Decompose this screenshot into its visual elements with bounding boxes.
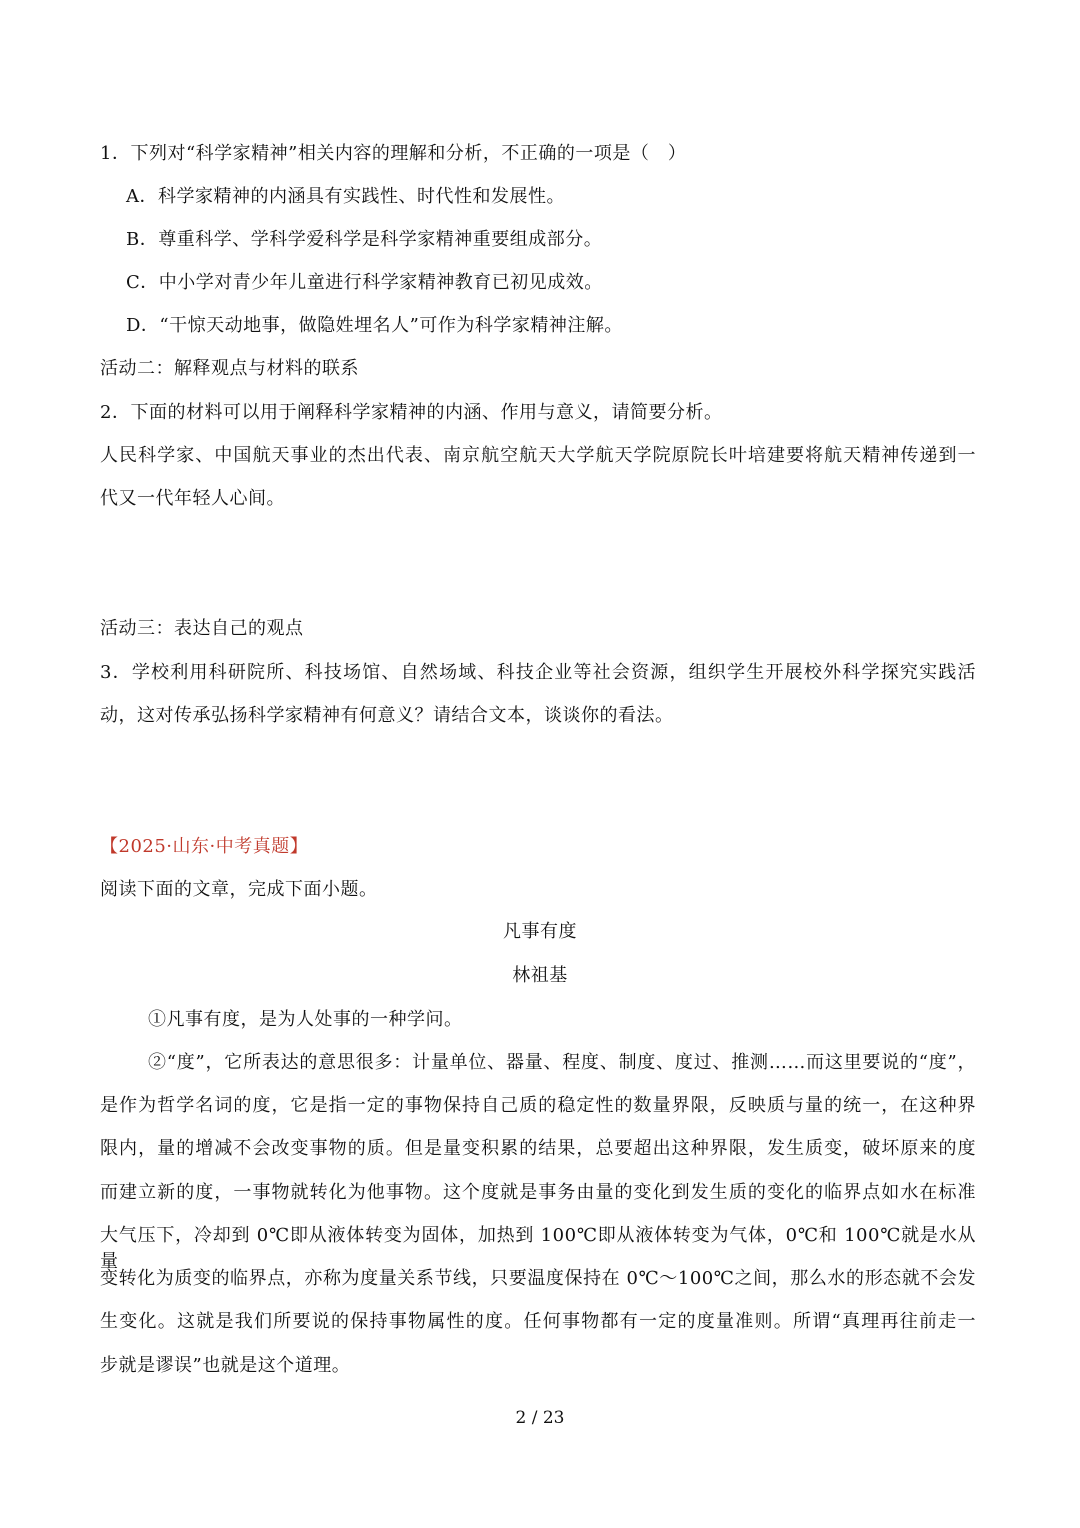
question-1-option-d: D．“干惊天动地事，做隐姓埋名人”可作为科学家精神注解。	[126, 315, 623, 336]
article-paragraph-2-line: 是作为哲学名词的度，它是指一定的事物保持自己质的稳定性的数量界限，反映质与量的统一，在这种界	[100, 1095, 976, 1116]
question-1-option-b: B．尊重科学、学科学爱科学是科学家精神重要组成部分。	[126, 229, 603, 250]
article-author: 林祖基	[512, 965, 568, 986]
activity-3-title: 活动三：表达自己的观点	[100, 618, 304, 639]
question-1-stem: 1．下列对“科学家精神”相关内容的理解和分析，不正确的一项是（ ）	[100, 143, 687, 164]
question-2-material-line: 代又一代年轻人心间。	[100, 488, 285, 509]
article-paragraph-2-line: 生变化。这就是我们所要说的保持事物属性的度。任何事物都有一定的度量准则。所谓“真理再往前走一	[100, 1311, 976, 1332]
question-3-line: 动，这对传承弘扬科学家精神有何意义？请结合文本，谈谈你的看法。	[100, 705, 674, 726]
question-3-line: 3．学校利用科研院所、科技场馆、自然场域、科技企业等社会资源，组织学生开展校外科学探究实践活	[100, 662, 976, 683]
article-paragraph-2-line: 限内，量的增减不会改变事物的质。但是量变积累的结果，总要超出这种界限，发生质变，破坏原来的度	[100, 1138, 976, 1159]
reading-instruction: 阅读下面的文章，完成下面小题。	[100, 879, 378, 900]
activity-2-title: 活动二：解释观点与材料的联系	[100, 358, 359, 379]
article-paragraph-1: ①凡事有度，是为人处事的一种学问。	[148, 1009, 463, 1030]
question-1-option-c: C．中小学对青少年儿童进行科学家精神教育已初见成效。	[126, 272, 603, 293]
question-2-stem: 2．下面的材料可以用于阐释科学家精神的内涵、作用与意义，请简要分析。	[100, 402, 723, 423]
question-1-option-a: A．科学家精神的内涵具有实践性、时代性和发展性。	[126, 186, 565, 207]
article-title: 凡事有度	[503, 921, 577, 942]
article-paragraph-2-line: ②“度”，它所表达的意思很多：计量单位、器量、程度、制度、度过、推测……而这里要说的“度”，	[148, 1052, 976, 1073]
question-2-material-line: 人民科学家、中国航天事业的杰出代表、南京航空航天大学航天学院原院长叶培建要将航天精神传递到一	[100, 445, 976, 466]
article-paragraph-2-line: 大气压下，冷却到 0℃即从液体转变为固体，加热到 100℃即从液体转变为气体，0℃和 100℃就是水从量	[100, 1225, 976, 1272]
exam-source-tag: 【2025·山东·中考真题】	[100, 836, 309, 857]
article-paragraph-2-line: 步就是谬误”也就是这个道理。	[100, 1355, 351, 1376]
page-number: 2 / 23	[515, 1408, 565, 1428]
article-paragraph-2-line: 而建立新的度，一事物就转化为他事物。这个度就是事务由量的变化到发生质的变化的临界点如水在标准	[100, 1182, 976, 1203]
article-paragraph-2-line: 变转化为质变的临界点，亦称为度量关系节线，只要温度保持在 0℃～100℃之间，那么水的形态就不会发	[100, 1268, 976, 1289]
